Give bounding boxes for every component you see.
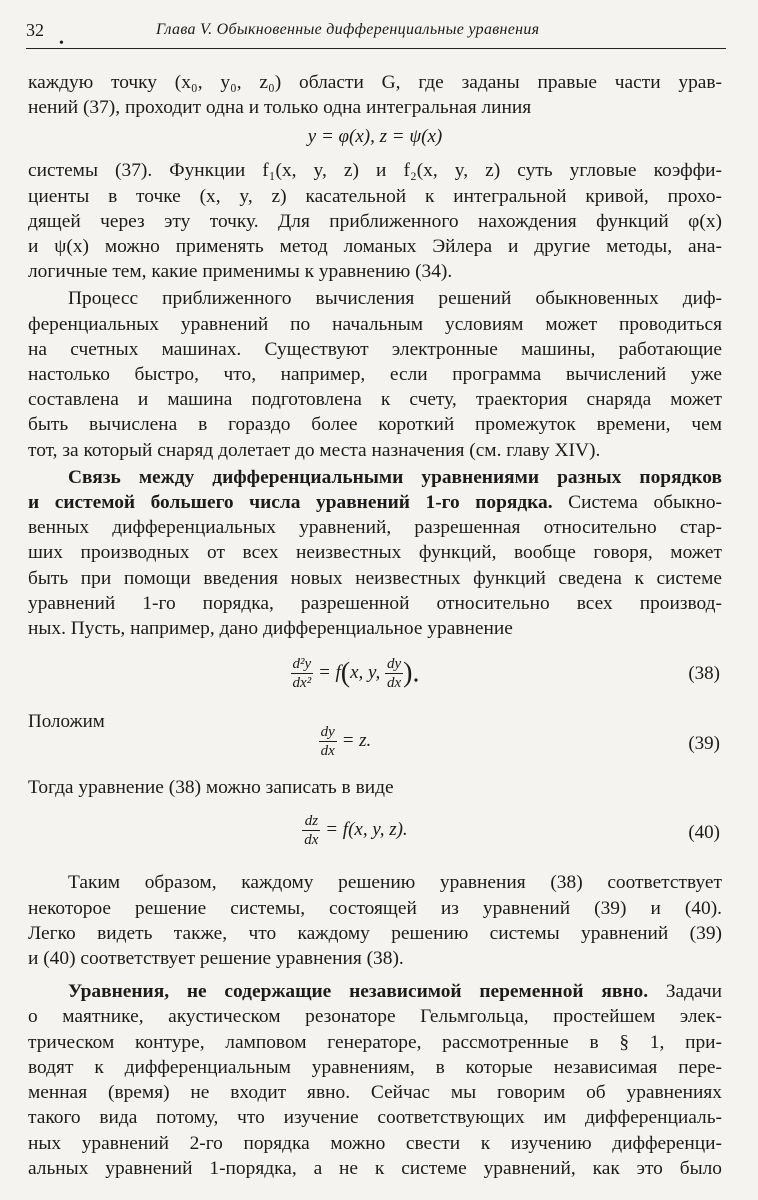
fraction-numerator: dz bbox=[302, 812, 320, 831]
text-line: настолько быстро, что, например, если программа вычислений уже bbox=[28, 364, 722, 386]
text-line: системы (37). Функции f₁(x, y, z) и f₂(x, y, z) суть угловые коэффи- bbox=[28, 160, 722, 182]
fraction-denominator: dx² bbox=[292, 675, 312, 692]
text-line: уравнений 1-го порядка, разрешенной относительно всех производ- bbox=[28, 592, 722, 614]
equation-38-body bbox=[0, 655, 722, 692]
section-heading: Связь между дифференциальными уравнениями разных порядков bbox=[68, 466, 722, 488]
equation-39-body bbox=[0, 723, 722, 760]
page-header bbox=[26, 18, 726, 49]
text-line: Легко видеть также, что каждому решению системы уравнений (39) bbox=[28, 922, 722, 944]
text-line bbox=[28, 490, 722, 515]
paragraph-4 bbox=[28, 870, 722, 971]
fraction-numerator: d²y bbox=[292, 656, 312, 673]
section-heading-end: и системой большего числа уравнений 1-го порядка. bbox=[28, 492, 553, 514]
text-line: ших производных от всех неизвестных функций, вообще говоря, может bbox=[28, 542, 722, 564]
equation-39 bbox=[28, 709, 722, 773]
lead-word: Положим bbox=[28, 711, 105, 733]
fraction-dz-dx bbox=[302, 812, 320, 849]
section-heading: Уравнения, не содержащие независимой переменной явно. bbox=[68, 981, 649, 1003]
text-line: Тогда уравнение (38) можно записать в виде bbox=[28, 777, 394, 799]
text-line: быть при помощи введения новых неизвестных функций сведена к системе bbox=[28, 567, 722, 589]
text-line: такого вида потому, что изучение соответствующих им дифференциаль- bbox=[28, 1107, 722, 1129]
text-line: и ψ(x) можно применять метод ломаных Эйлера и другие методы, ана- bbox=[28, 236, 722, 258]
fraction-dy-dx bbox=[385, 655, 403, 692]
text-line bbox=[28, 979, 722, 1004]
line-then bbox=[28, 775, 722, 800]
text-line: на счетных машинах. Существуют электронные машины, работающие bbox=[28, 338, 722, 360]
text-line: ных. Пусть, например, дано дифференциальное уравнение bbox=[28, 618, 513, 640]
equation-text: = f(x, y, z). bbox=[325, 819, 408, 841]
equation-38 bbox=[28, 649, 722, 705]
text-line: ных уравнений 2-го порядка можно свести к изучению дифференци- bbox=[28, 1132, 722, 1154]
text-run: Система обыкно- bbox=[552, 492, 722, 514]
text-line: водят к дифференциальным уравнениям, в которые независимая пере- bbox=[28, 1056, 722, 1078]
page-body bbox=[28, 70, 722, 1181]
text-line: и (40) соответствует решение уравнения (38). bbox=[28, 948, 404, 970]
text-line: логичные тем, какие применимы к уравнению (34). bbox=[28, 261, 453, 283]
equation-number-40: (40) bbox=[688, 822, 720, 844]
equation-40-body bbox=[0, 812, 722, 849]
text-line: нений (37), проходит одна и только одна интегральная линия bbox=[28, 97, 532, 119]
text-line: менная (время) не входит явно. Сейчас мы говорим об уравнениях bbox=[28, 1082, 722, 1104]
section-coupling bbox=[28, 465, 722, 641]
text-line: циенты в точке (x, y, z) касательной к интегральной кривой, прохо- bbox=[28, 185, 722, 207]
fraction-denominator: dx bbox=[386, 675, 402, 692]
text-line: о маятнике, акустическом резонаторе Гельмгольца, простейшем элек- bbox=[28, 1006, 722, 1028]
fraction-dy-dx bbox=[319, 723, 337, 760]
text-line: ференциальных уравнений по начальным условиям может проводиться bbox=[28, 313, 722, 335]
text-line: альных уравнений 1-порядка, а не к системе уравнений, как это было bbox=[28, 1157, 722, 1179]
paragraph-2 bbox=[28, 158, 722, 284]
text-line: некоторое решение системы, состоящей из уравнений (39) и (40). bbox=[28, 897, 722, 919]
paragraph-3 bbox=[28, 286, 722, 462]
equation-number-39: (39) bbox=[688, 733, 720, 755]
text-line: тот, за который снаряд долетает до места назначения (см. главу XIV). bbox=[28, 439, 601, 461]
close-paren: ). bbox=[403, 657, 420, 689]
open-paren: ( bbox=[340, 657, 351, 689]
fraction-numerator: dy bbox=[386, 656, 402, 673]
fraction-numerator: dy bbox=[320, 724, 335, 741]
section-autonomous bbox=[28, 979, 722, 1181]
equation-text: = f bbox=[317, 662, 341, 684]
page-number: 32 bbox=[26, 20, 44, 40]
equation-number-38: (38) bbox=[688, 663, 720, 685]
text-run: Задачи bbox=[648, 981, 722, 1003]
equation-solution-text: y = φ(x), z = ψ(x) bbox=[307, 126, 443, 148]
paragraph-1 bbox=[28, 70, 722, 120]
text-line: Таким образом, каждому решению уравнения (38) соответствует bbox=[68, 872, 722, 894]
header-dot: • bbox=[59, 36, 64, 51]
equation-args: x, y, bbox=[350, 662, 381, 684]
running-title: Глава V. Обыкновенные дифференциальные уравнения bbox=[156, 21, 540, 38]
text-line: венных дифференциальных уравнений, разрешенная относительно стар- bbox=[28, 517, 722, 539]
text-line: трическом контуре, ламповом генераторе, рассмотренные в § 1, при- bbox=[28, 1031, 722, 1053]
text-line: дящей через эту точку. Для приближенного нахождения функций φ(x) bbox=[28, 210, 722, 232]
text-line: составлена и машина подготовлена к счету, траектория снаряда может bbox=[28, 389, 722, 411]
text-line: быть вычислена в гораздо более короткий промежуток времени, чем bbox=[28, 414, 722, 436]
fraction-denominator: dx bbox=[304, 832, 319, 849]
equation-solution bbox=[28, 126, 722, 156]
equation-text: = z. bbox=[341, 730, 372, 752]
fraction-d2y-dx2 bbox=[291, 655, 314, 692]
text-line: каждую точку (x₀, y₀, z₀) области G, где заданы правые части урав- bbox=[28, 72, 722, 93]
section-heading-line bbox=[28, 465, 722, 490]
fraction-denominator: dx bbox=[320, 743, 335, 760]
text-line: Процесс приближенного вычисления решений обыкновенных диф- bbox=[68, 288, 722, 310]
equation-40 bbox=[28, 806, 722, 864]
